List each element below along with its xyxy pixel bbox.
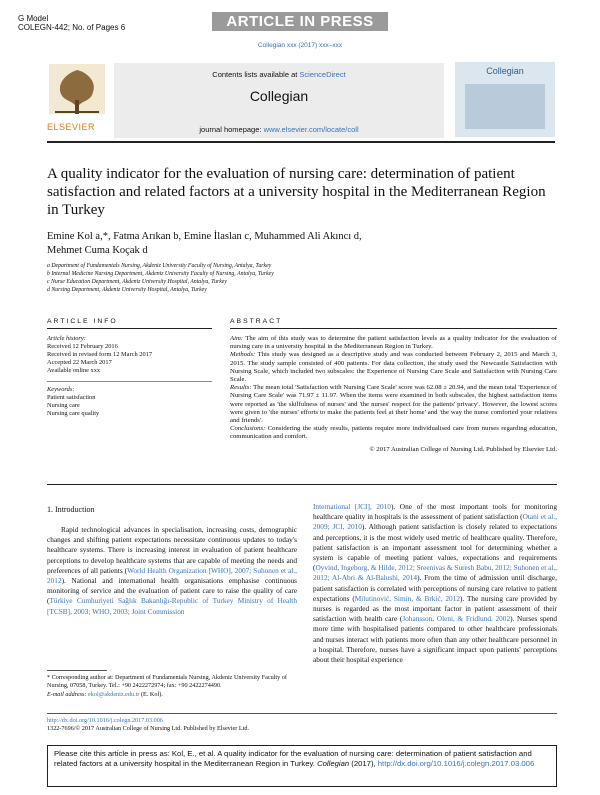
cite-year: (2017), <box>349 759 376 768</box>
article-info-heading: ARTICLE INFO <box>47 318 118 325</box>
sciencedirect-link[interactable]: ScienceDirect <box>299 70 346 79</box>
journal-cover-title: Collegian <box>486 66 524 76</box>
doi-footer <box>47 717 447 732</box>
citation-link[interactable]: World Health Organization [WHO], 2007; Suhonen et al., 2012 <box>47 565 297 586</box>
abstract-methods <box>230 351 557 384</box>
article-info-rule <box>47 328 212 329</box>
abstract-rule <box>230 328 557 329</box>
citation-link[interactable]: International [JCI], 2010 <box>313 502 391 511</box>
cite-doi-link[interactable]: http://dx.doi.org/10.1016/j.colegn.2017.03.006 <box>377 759 535 768</box>
journal-cover <box>455 62 555 137</box>
copyright: © 2017 Australian College of Nursing Ltd. Published by Elsevier Ltd. <box>369 445 557 453</box>
cover-image <box>465 84 545 129</box>
keywords-rule <box>47 381 212 382</box>
keyword-item: Nursing care quality <box>47 410 100 417</box>
article-in-press-label: ARTICLE IN PRESS <box>212 12 387 31</box>
history-received: Received 12 February 2016 <box>47 343 118 350</box>
homepage-prefix: journal homepage: <box>199 125 264 134</box>
intro-right-column <box>313 502 557 665</box>
elsevier-tree-icon <box>47 62 107 130</box>
keyword-item: Patient satisfaction <box>47 394 96 401</box>
abstract-bottom-rule <box>47 484 557 485</box>
citation-link[interactable]: Oyvind, Ingeborg, & Hilde, 2012; Sreenivas & Suresh Babu, 2012; Suhonen et al., 2012; Al-Abri & Al-Balushi, 2014 <box>313 563 557 583</box>
abstract-body <box>230 335 557 454</box>
elsevier-logo <box>47 62 107 130</box>
history-label: Article history: <box>47 335 86 342</box>
history-revised: Received in revised form 12 March 2017 <box>47 351 153 358</box>
journal-title: Collegian <box>249 88 309 104</box>
authors-line-1: Emine Kol a,*, Fatma Arıkan b, Emine İlaslan c, Muhammed Ali Akıncı d, <box>47 231 362 242</box>
keyword-item: Nursing care <box>47 402 80 409</box>
email-line <box>47 691 297 699</box>
footer-rule <box>47 713 557 714</box>
footnote-rule <box>47 670 107 671</box>
intro-text: ). Nurses spend more time with hospitalised patients compared to other healthcare professionals and nurses interact with patients more often than any other healthcare personnel in a hospital. Therefore, nurses have a significant impact upon patients' perceptions about their hospital experience <box>313 614 558 665</box>
history-accepted: Accepted 22 March 2017 <box>47 359 112 366</box>
keywords-label: Keywords: <box>47 386 75 393</box>
affiliation-a: a Department of Fundamentals Nursing, Akdeniz University Faculty of Nursing, Antalya, Turkey <box>47 263 272 269</box>
abstract-aim <box>230 335 557 351</box>
gmodel-label: G Model <box>18 14 49 23</box>
header-rule <box>47 141 555 143</box>
cite-journal: Collegian <box>317 759 350 768</box>
cite-this-article-box <box>47 745 557 787</box>
results-text: The mean total 'Satisfaction with Nursing Care Scale' score was 62.08 ± 20.94, and the mean total 'Experience of Nursing Care Scale' was 71.97 ± 11.97. When the items were examined in both subscales, the highest satisfaction items were reported as 'the skilfulness of nurses' and 'the nurses' respect for the patients' privacy'. However, the lowest scores were given to 'the nurses' efforts to make the patients feel at their home' and 'the way the nurse comforted your relatives and friends'. <box>230 384 557 425</box>
conclusions-label: Conclusions: <box>230 425 266 433</box>
citation-link[interactable]: Otani et al., 2009; JCI, 2010 <box>313 512 557 532</box>
citation-link[interactable]: Türkiye Cumhuriyeti Sağlık Bakanlığı-Republic of Turkey Ministry of Health [TCSB], 2003; WHO, 2003; Joint Commission <box>47 596 297 616</box>
methods-label: Methods: <box>230 351 256 359</box>
aim-text: The aim of this study was to determine the patient satisfaction levels as a quality indicator for the evaluation of nursing care in a university hospital in the Mediterranean Region in Turkey. <box>230 335 557 351</box>
history-online: Available online xxx <box>47 367 101 374</box>
methods-text: This study was designed as a descriptive study and was conducted between February 2, 2015 and March 3, 2015. The study sample consisted of 400 patients. For data collection, the study used the Newcastle Satisfaction with Nursing Scale, which included two subscales: the Experience of Nursing Care Scale and Satisfaction with Nursing Care Scale. <box>230 351 557 384</box>
intro-text: Rapid technological advances in specialisation, increasing costs, demographic changes and shifting patient expectations necessitate continuous updates to today's healthcare systems. There is increasing interest in evaluation of patient healthcare perceptions to develop healthcare systems that are capable of meeting the needs and preferences of all patients ( <box>47 525 297 575</box>
intro-text: ). From the time of admission until discharge, patient satisfaction is correlated with perceptions of nursing care relative to patient expectations ( <box>313 573 557 603</box>
article-info <box>47 335 197 375</box>
citation-link[interactable]: Johansson, Oleni, & Fridlund, 2002 <box>402 614 511 624</box>
article-in-press-banner <box>0 12 600 31</box>
email-link[interactable]: ekol@akdeniz.edu.tr <box>88 691 140 699</box>
affiliation-b: b Internal Medicine Nursing Department, Akdeniz University Faculty of Nursing, Antalya, Turkey <box>47 271 274 277</box>
keywords <box>47 386 197 418</box>
issn-line: 1322-7696/© 2017 Australian College of Nursing Ltd. Published by Elsevier Ltd. <box>47 724 249 732</box>
authors <box>47 230 557 258</box>
aim-label: Aim: <box>230 335 243 342</box>
section-heading-introduction: 1. Introduction <box>47 505 95 514</box>
journal-homepage <box>114 125 444 134</box>
citation-link[interactable]: Milutinović, Simin, & Brkić, 2012 <box>354 593 460 603</box>
contents-line <box>114 70 444 79</box>
affiliation-d: d Nursing Department, Akdeniz University Hospital, Antalya, Turkey <box>47 287 207 293</box>
intro-text: ). The nursing care provided by nurses is regarded as the most important factor in patient assessment of their satisfaction with health care ( <box>313 593 557 624</box>
contents-prefix: Contents lists available at <box>212 70 300 79</box>
conclusions-text: Considering the study results, patients require more individualised care from nurses regarding education, communication and comfort. <box>230 425 557 441</box>
intro-text: ). One of the most important tools for monitoring healthcare quality in hospitals is the assessment of patient satisfaction ( <box>313 502 557 522</box>
intro-text: ). National and international health organisations emphasise continuous monitoring of service and the evaluation of patient care to raise the quality of care ( <box>47 576 297 606</box>
article-code: COLEGN-442; No. of Pages 6 <box>18 23 126 32</box>
intro-text: ). Although patient satisfaction is closely related to expectations and perceptions, it is the most widely used metric of healthcare quality. Therefore, patient satisfaction is an important assessment tool for determining whether a system is capable of meeting patient values, expectations and requirements ( <box>313 522 557 573</box>
abstract-heading: ABSTRACT <box>230 318 283 325</box>
article-title: A quality indicator for the evaluation of nursing care: determination of patient satisfaction and related factors at a university hospital in the Mediterranean Region in Turkey <box>47 166 546 218</box>
results-label: Results: <box>230 384 252 392</box>
homepage-link[interactable]: www.elsevier.com/locate/coll <box>263 125 359 134</box>
publisher-name: ELSEVIER <box>47 122 96 132</box>
corresponding-author-note: * Corresponding author at: Department of Fundamentals Nursing, Akdeniz University Faculty of Nursing, 07058, Turkey. Tel.: +90 2422272974; fax: +90 2422274490. <box>47 674 287 689</box>
cite-text: Please cite this article in press as: Kol, E., et al. A quality indicator for the evaluation of nursing care: determination of patient satisfaction and related factors at a university hospital in the Mediterranean Region in Turkey. <box>54 749 532 768</box>
affiliation-c: c Nurse Education Department, Akdeniz University Hospital, Antalya, Turkey <box>47 279 227 285</box>
affiliations <box>47 262 447 294</box>
abstract-results <box>230 384 557 425</box>
footnotes <box>47 674 297 699</box>
journal-citation-line[interactable]: Collegian xxx (2017) xxx–xxx <box>257 42 343 49</box>
doi-link[interactable]: http://dx.doi.org/10.1016/j.colegn.2017.03.006 <box>47 717 163 724</box>
email-suffix: (E. Kol). <box>139 691 163 699</box>
email-label: E-mail address: <box>47 691 89 699</box>
authors-line-2: Mehmet Cuma Koçak d <box>47 245 148 256</box>
intro-left-column <box>47 525 297 617</box>
abstract-conclusions <box>230 425 557 441</box>
